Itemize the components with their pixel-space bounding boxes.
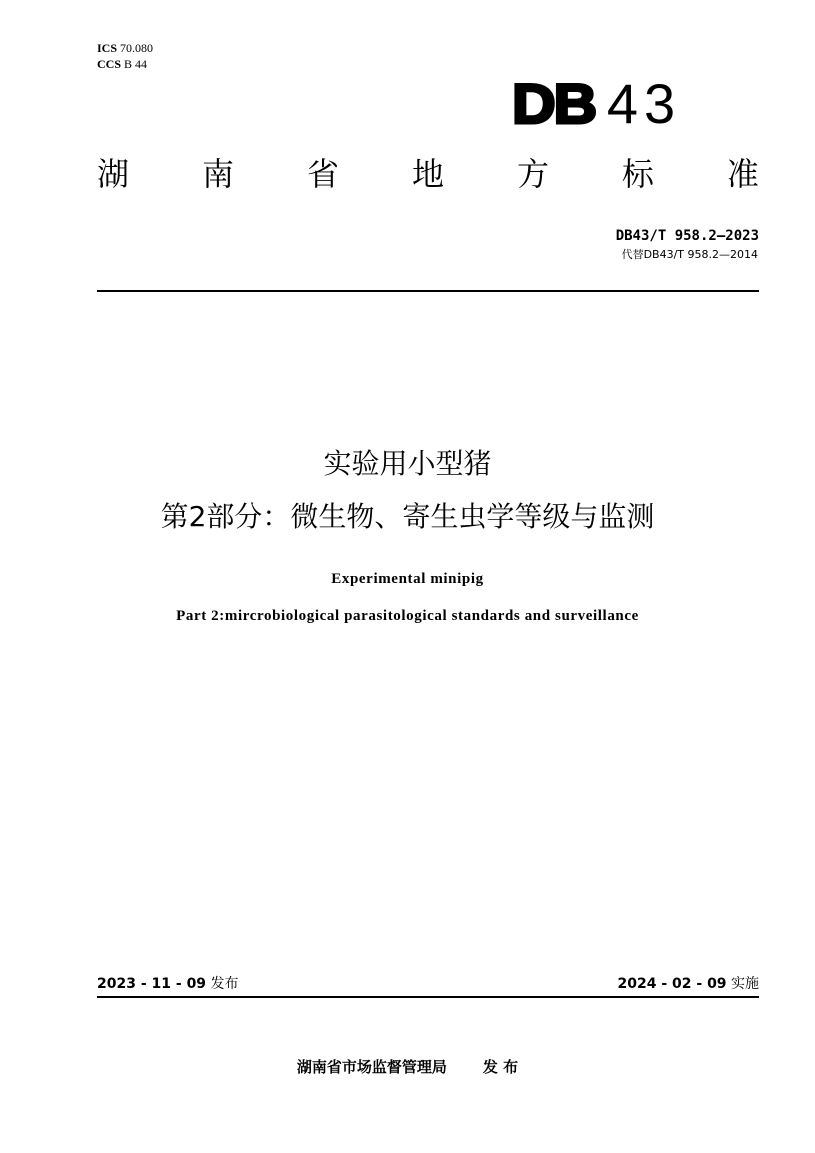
implement-label: 实施 — [731, 976, 759, 992]
title-cn-part: 第2部分：微生物、寄生虫学等级与监测 — [160, 500, 655, 533]
standard-category — [97, 152, 759, 196]
title-en-part: Part 2:mircrobiological parasitological standards and surveillance — [176, 608, 639, 624]
issuer-name: 湖南省市场监督管理局 — [296, 1058, 447, 1076]
ccs-label: CCS — [97, 57, 122, 71]
category-char: 准 — [726, 155, 759, 193]
issuer-action: 发 布 — [482, 1058, 519, 1076]
implement-date-block — [618, 974, 760, 994]
db-number: 43 — [606, 72, 682, 135]
publish-label: 发布 — [210, 976, 239, 992]
ics-value: 70.080 — [120, 41, 154, 55]
date-row — [97, 974, 759, 994]
publish-date: 2023 - 11 - 09 — [97, 976, 207, 992]
db43-logo — [512, 72, 682, 135]
category-char: 南 — [201, 155, 234, 193]
header-divider — [97, 290, 759, 292]
category-char: 方 — [516, 155, 549, 193]
ics-label: ICS — [97, 41, 118, 55]
footer-divider — [97, 996, 759, 998]
ics-line — [97, 40, 153, 56]
replaces-code: 代替DB43/T 958.2—2014 — [621, 248, 758, 261]
implement-date: 2024 - 02 - 09 — [617, 976, 727, 992]
category-char: 地 — [411, 155, 444, 193]
title-cn-main: 实验用小型猪 — [323, 447, 492, 480]
category-char: 湖 — [97, 155, 130, 193]
db-mark: DB — [512, 72, 596, 135]
publish-date-block — [97, 974, 239, 994]
standard-code: DB43/T 958.2—2023 — [615, 228, 759, 244]
category-char: 省 — [306, 155, 339, 193]
category-char: 标 — [621, 155, 654, 193]
classification-codes — [97, 40, 153, 72]
ccs-line — [97, 56, 153, 72]
ccs-value: B 44 — [124, 57, 148, 71]
title-en-main: Experimental minipig — [331, 571, 484, 587]
issuer-line — [0, 1056, 815, 1078]
